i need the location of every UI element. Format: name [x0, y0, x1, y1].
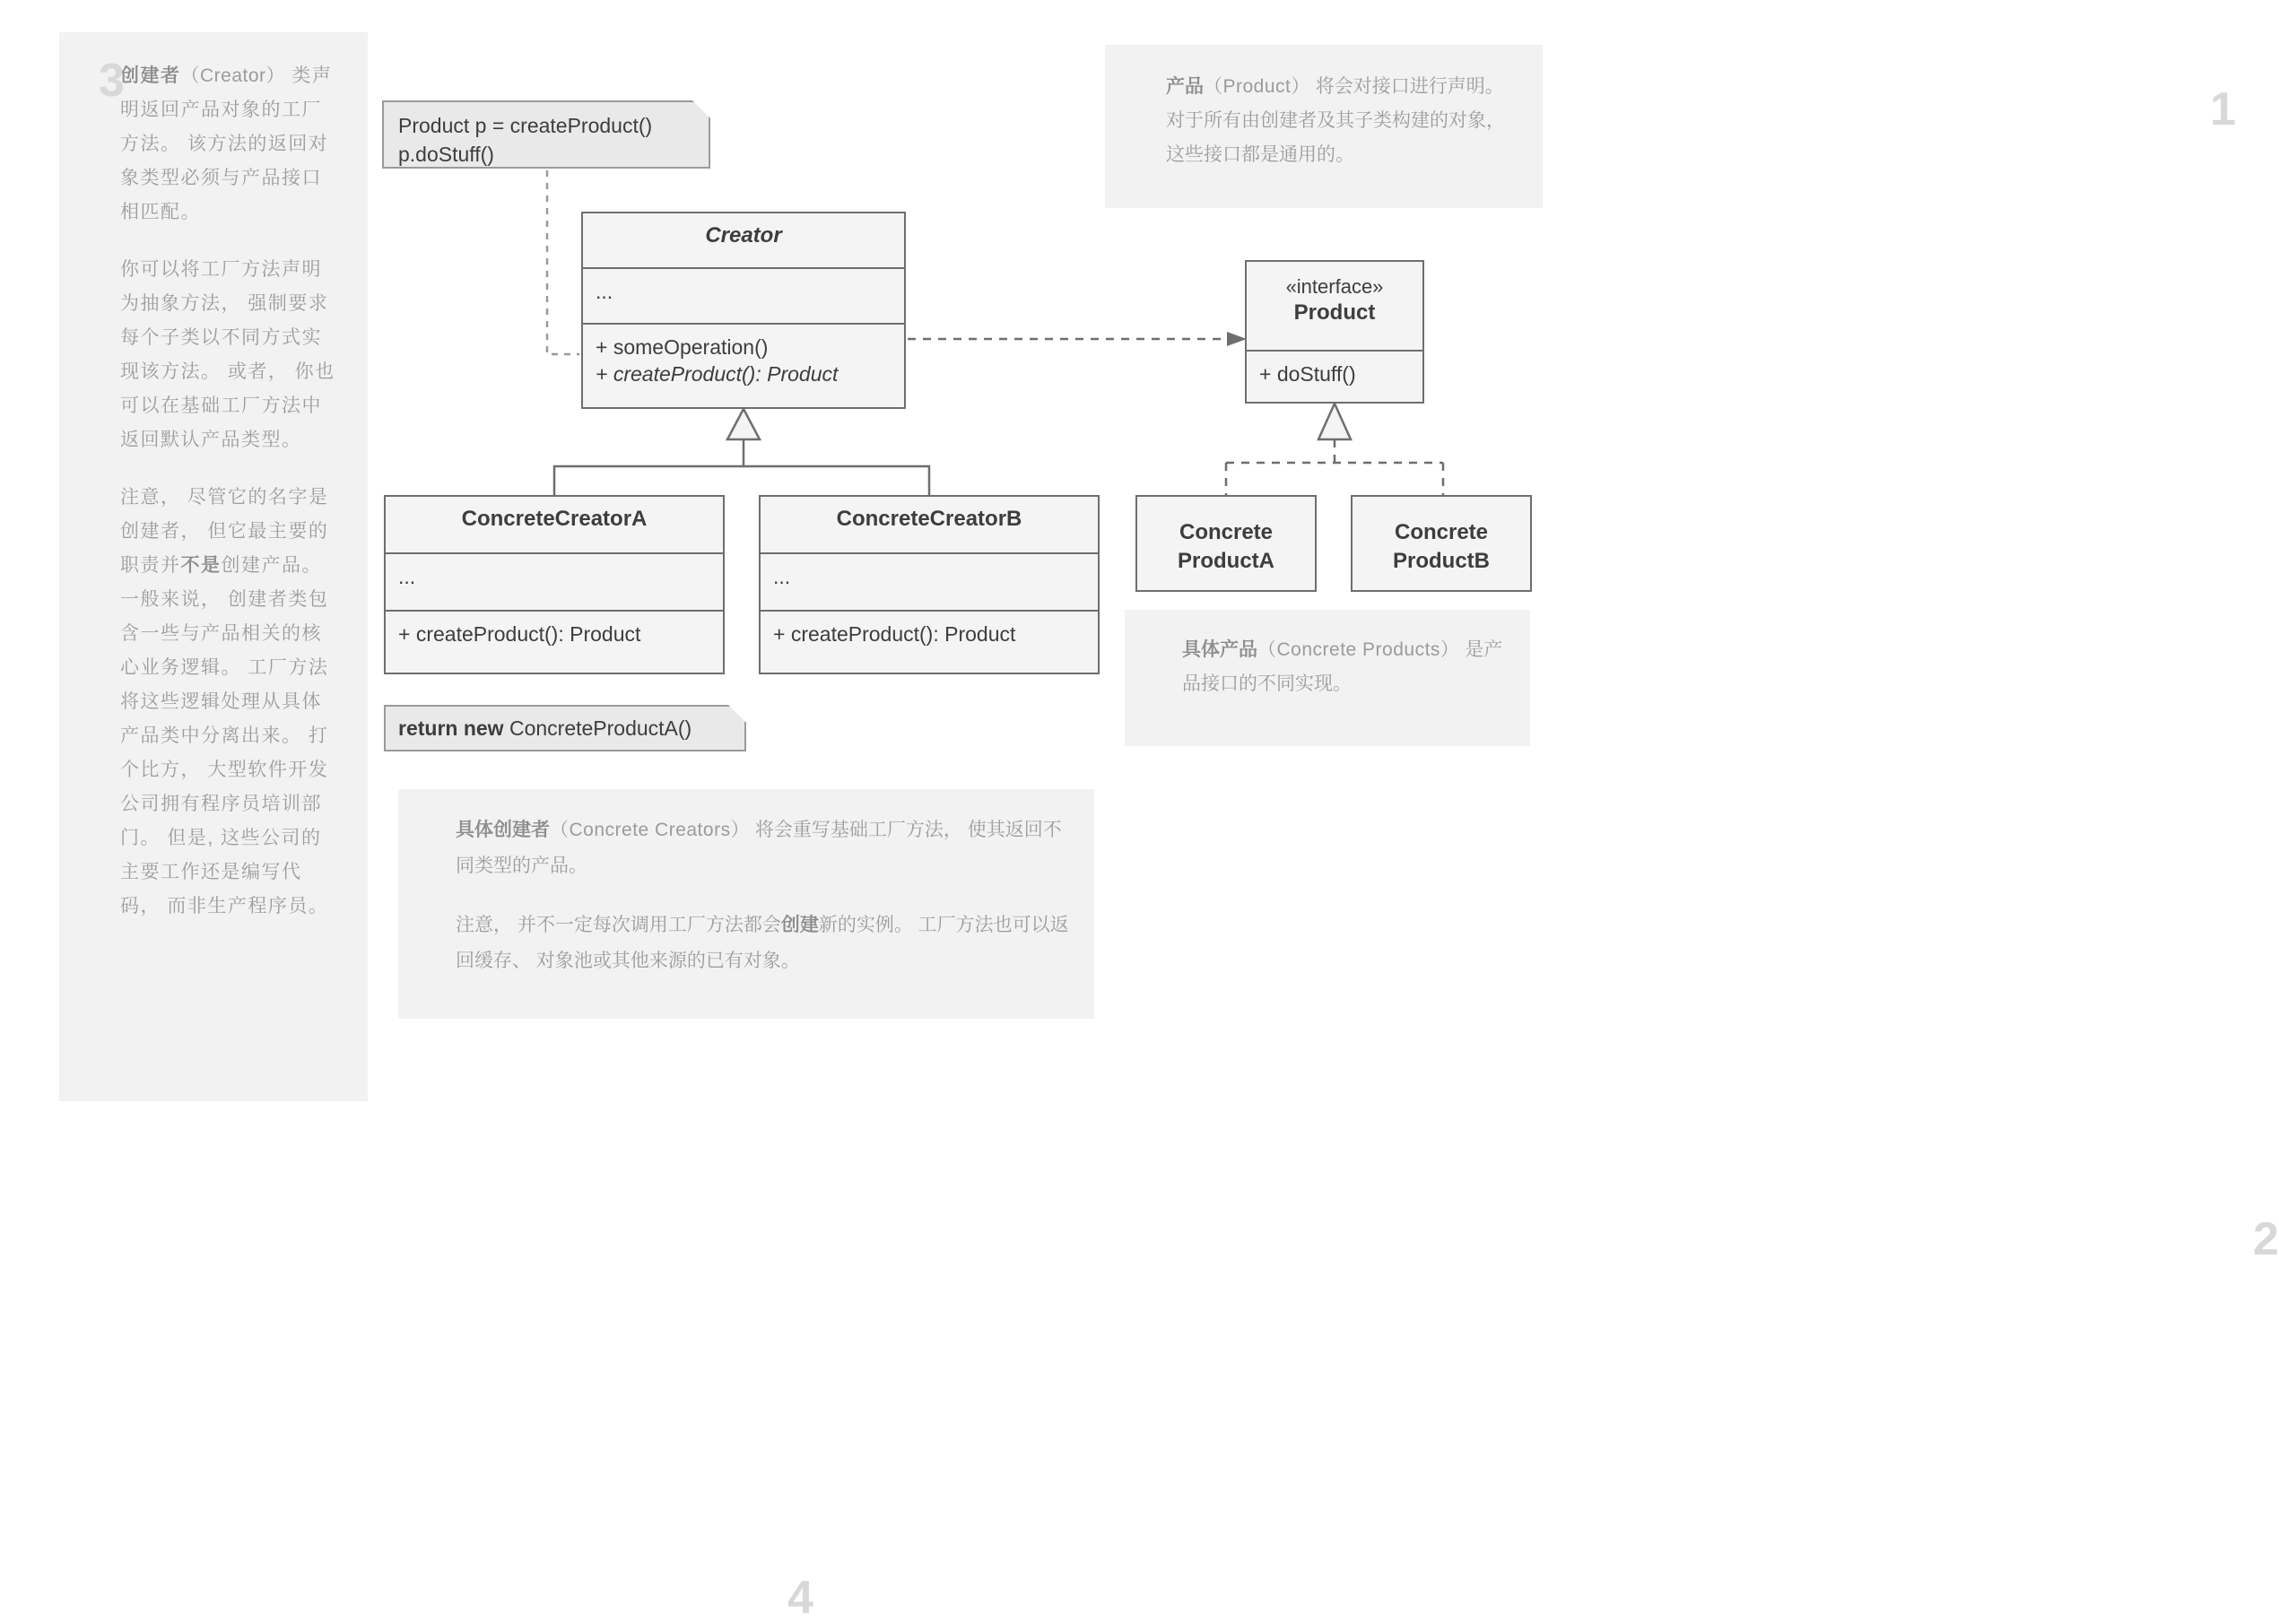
class-concrete-product-b-title-section — [1353, 497, 1530, 597]
note-concrete-creators-emphasis: 创建 — [780, 915, 819, 935]
note-concrete-creators-heading-latin: （Concrete Creators） — [550, 820, 751, 840]
class-concrete-creator-a-name: ConcreteCreatorA — [461, 507, 648, 531]
class-concrete-product-a-name-line-2: ProductA — [1178, 549, 1274, 573]
note-concrete-products — [1125, 610, 2279, 1265]
note-concrete-creators-paragraph-2: 注意， 并不一定每次调用工厂方法都会创建新的实例。 工厂方法也可以返回缓存、 对象池或其他来源的已有对象。 — [456, 915, 1069, 971]
class-concrete-creator-b-name: ConcreteCreatorB — [836, 507, 1022, 531]
note-creator — [59, 32, 368, 1101]
class-box-concrete-creator-b — [759, 495, 1100, 674]
code-note-line-2: p.doStuff() — [398, 143, 494, 166]
note-creator-paragraph-1: 创建者（Creator） 类声明返回产品对象的工厂方法。 该方法的返回对象类型必须与产品接口相匹配。 — [120, 65, 333, 222]
note-concrete-products-number: 2 — [2253, 1213, 2279, 1265]
code-note-keyword: return new — [398, 716, 504, 740]
code-note-expression: ConcreteProductA() — [503, 716, 692, 740]
class-concrete-creator-a-field: ... — [398, 565, 416, 588]
note-creator-number: 3 — [99, 55, 126, 107]
note-concrete-creators-heading: 具体创建者 — [456, 820, 550, 840]
class-concrete-product-b-name-line-1: Concrete — [1394, 520, 1489, 544]
interface-product-method-do-stuff: + doStuff() — [1259, 362, 1356, 386]
class-concrete-product-b-name-line-2: ProductB — [1393, 549, 1490, 573]
code-note-return-new — [384, 705, 746, 751]
note-creator-paragraph-3: 注意， 尽管它的名字是创建者， 但它最主要的职责并不是创建产品。 一般来说， 创建者类包含一些与产品相关的核心业务逻辑。 工厂方法将这些逻辑处理从具体产品类中分离出来。 打个比方， 大型软件开发公司拥有程序员培训部门。 但是, 这些公司的主要工作还是编写代码， 而非生产程序员。 — [120, 487, 329, 916]
note-concrete-products-text: 具体产品（Concrete Products） 是产品接口的不同实现。 — [1182, 639, 1503, 694]
note-product-number: 1 — [2210, 83, 2236, 135]
note-concrete-products-heading: 具体产品 — [1182, 639, 1257, 660]
note-concrete-creators — [398, 789, 1094, 1624]
interface-product-name: Product — [1293, 300, 1376, 325]
class-concrete-creator-b-method: + createProduct(): Product — [773, 622, 1016, 646]
interface-product-methods-section — [1247, 352, 1422, 396]
class-concrete-creator-b-field: ... — [773, 565, 791, 588]
class-concrete-product-a-title-section — [1137, 497, 1315, 597]
class-creator-title-section — [583, 213, 904, 269]
note-creator-heading-latin: （Creator） — [180, 65, 286, 86]
class-creator-name: Creator — [705, 223, 782, 248]
interface-product-title-section — [1247, 262, 1422, 352]
class-concrete-creator-a-method: + createProduct(): Product — [398, 622, 641, 646]
code-note-return-line — [398, 714, 732, 743]
note-creator-emphasis: 不是 — [180, 555, 222, 576]
class-box-concrete-product-a — [1135, 495, 1317, 592]
class-concrete-creator-a-title-section — [386, 497, 723, 554]
note-concrete-products-heading-latin: （Concrete Products） — [1257, 639, 1460, 660]
note-concrete-creators-paragraph-1: 具体创建者（Concrete Creators） 将会重写基础工厂方法， 使其返回不同类型的产品。 — [456, 820, 1062, 876]
note-concrete-creators-number: 4 — [787, 1572, 813, 1624]
note-product — [1105, 45, 2236, 208]
class-creator-fields-section — [583, 269, 904, 325]
class-concrete-creator-b-methods-section — [761, 612, 1098, 656]
code-note-create-product — [382, 100, 710, 169]
note-product-heading-latin: （Product） — [1204, 76, 1310, 97]
class-creator-method-create-product: + createProduct(): Product — [596, 362, 839, 386]
class-box-concrete-creator-a — [384, 495, 725, 674]
class-box-product — [1245, 260, 1424, 404]
folded-corner-icon — [692, 100, 710, 118]
code-note-line-1: Product p = createProduct() — [398, 114, 653, 137]
note-product-text: 产品（Product） 将会对接口进行声明。 对于所有由创建者及其子类构建的对象， 这些接口都是通用的。 — [1166, 76, 1505, 165]
class-creator-method-some-operation: + someOperation() — [596, 335, 769, 359]
note-creator-heading: 创建者 — [120, 65, 181, 86]
class-concrete-product-a-name — [1150, 506, 1302, 588]
interface-product-stereotype: «interface» — [1285, 275, 1384, 298]
class-box-creator — [581, 212, 906, 409]
class-creator-methods-section — [583, 325, 904, 396]
class-concrete-creator-a-methods-section — [386, 612, 723, 656]
folded-corner-icon — [728, 705, 746, 723]
note-creator-paragraph-2: 你可以将工厂方法声明为抽象方法， 强制要求每个子类以不同方式实现该方法。 或者， 你也可以在基础工厂方法中返回默认产品类型。 — [120, 259, 335, 450]
class-concrete-product-a-name-line-1: Concrete — [1179, 520, 1274, 544]
note-product-heading: 产品 — [1166, 76, 1204, 97]
class-concrete-creator-b-fields-section — [761, 554, 1098, 612]
class-box-concrete-product-b — [1351, 495, 1532, 592]
class-creator-field: ... — [596, 280, 613, 303]
class-concrete-product-b-name — [1365, 506, 1518, 588]
class-concrete-creator-a-fields-section — [386, 554, 723, 612]
class-concrete-creator-b-title-section — [761, 497, 1098, 554]
